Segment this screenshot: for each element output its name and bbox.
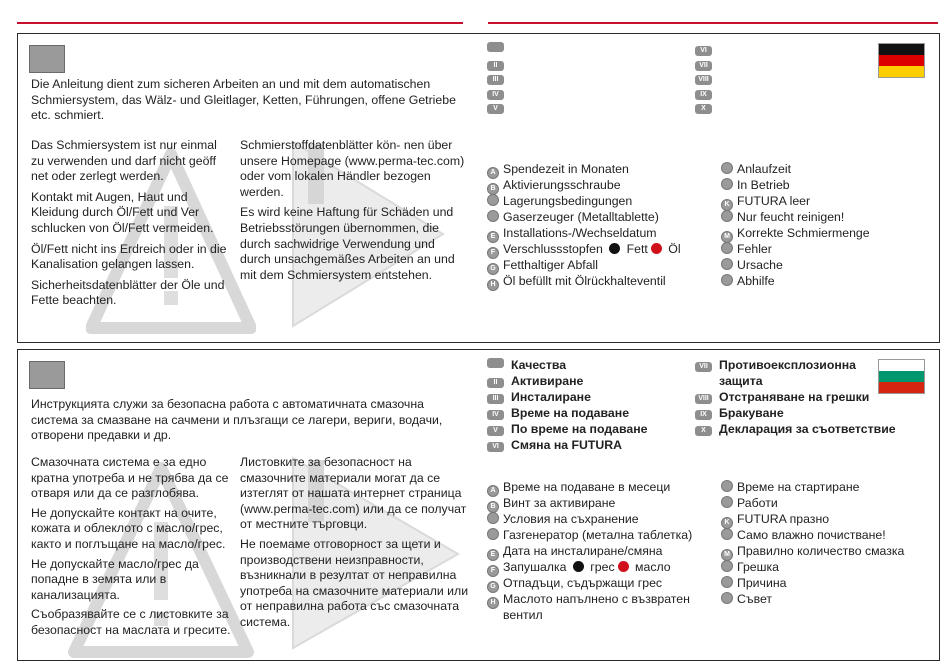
legend-m-icon: M [721, 549, 733, 561]
header-rule-left [17, 22, 463, 24]
oil-red-dot-icon [651, 243, 662, 254]
oil-red-dot-icon [618, 561, 629, 572]
heading-list-left: Качества II Активиране III Инсталиране IV Време на подаване V По време на подаване VI Смяна на FUTURA [487, 358, 647, 454]
roman-numeral-icon-ii: II [487, 378, 504, 388]
roman-numeral-icon-viii: VIII [695, 75, 712, 85]
safety-col-2: Листовките за безопасност на смазочните материали могат да се изтеглят от нашата интернет страница (www.perma-tec.com) или да се получат от местните търговци. Не поемаме отговорност за щети и производствени неизправности, възникнали в резултат от неправилна употреба на смазочните материали или от неправилна работа със смазочната система. [240, 455, 469, 629]
legend-item: Газгенератор (метална таблетка) [487, 528, 692, 544]
legend-item: B Aktivierungsschraube [487, 178, 681, 194]
legend-o-icon [721, 576, 733, 588]
roman-numeral-icon-iii: III [487, 75, 504, 85]
section-icon-box [29, 361, 65, 389]
legend-c-icon [487, 512, 499, 524]
legend-l-icon [721, 210, 733, 222]
legend-i-icon [721, 162, 733, 174]
legend-right [721, 480, 904, 608]
legend-item: H Öl befüllt mit Ölrückhalteventil [487, 274, 681, 290]
intro-text: Инструкцията служи за безопасна работа с автоматичната смазочна система за смазване на сачмени и плъзгащи се лагери, вериги, водачи, отворени предавки и др. [31, 397, 443, 443]
legend-item: In Betrieb [721, 178, 870, 194]
legend-item: Fehler [721, 242, 870, 258]
legend-h-icon: H [487, 279, 499, 291]
legend-item: Причина [721, 576, 904, 592]
legend-item: Работи [721, 496, 904, 512]
legend-item: Abhilfe [721, 274, 870, 290]
roman-numeral-icon-vi: VI [695, 46, 712, 56]
legend-item: E Дата на инсталиране/смяна [487, 544, 692, 560]
legend-j-icon [721, 178, 733, 190]
legend-o-icon [721, 258, 733, 270]
roman-numeral-icon-iv: IV [487, 90, 504, 100]
legend-g-icon: G [487, 581, 499, 593]
intro-text: Die Anleitung dient zum sicheren Arbeiten an und mit dem automatischen Schmiersystem, das Wälz- und Gleitlager, Ketten, Führungen, offene Getriebe etc. schmiert. [31, 77, 456, 123]
legend-item: A Spendezeit in Monaten [487, 162, 681, 178]
german-flag [878, 43, 925, 78]
legend-g-icon: G [487, 263, 499, 275]
section-icon-box [29, 45, 65, 73]
legend-left [487, 162, 681, 290]
legend-item: B Винт за активиране [487, 496, 692, 512]
legend-item: Грешка [721, 560, 904, 576]
legend-item: K FUTURA leer [721, 194, 870, 210]
roman-numeral-icon-iii: III [487, 394, 504, 404]
legend-item: A Време на подаване в месеци [487, 480, 692, 496]
legend-n-icon [721, 560, 733, 572]
legend-a-icon: A [487, 485, 499, 497]
grease-black-dot-icon [573, 561, 584, 572]
legend-h-icon: H [487, 597, 499, 609]
legend-item: G Fetthaltiger Abfall [487, 258, 681, 274]
roman-numeral-icon-vi: VI [487, 442, 504, 452]
legend-item: Време на стартиране [721, 480, 904, 496]
legend-i-icon [721, 480, 733, 492]
roman-numeral-icon-x: X [695, 104, 712, 114]
header-rule-right [488, 22, 938, 24]
legend-d-icon [487, 528, 499, 540]
legend-a-icon: A [487, 167, 499, 179]
roman-numeral-icon-vii: VII [695, 362, 712, 372]
german-section [17, 33, 940, 343]
legend-d-icon [487, 210, 499, 222]
heading-list-right: VII Противоексплозионна защита VIII Отстраняване на грешки IX Бракуване X Декларация за съответствие [695, 358, 896, 438]
legend-item: M Korrekte Schmiermenge [721, 226, 870, 242]
bulgarian-flag [878, 359, 925, 394]
legend-b-icon: B [487, 183, 499, 195]
roman-numeral-icon-v: V [487, 104, 504, 114]
legend-item: F Запушалка грес масло [487, 560, 692, 576]
legend-item: Само влажно почистване! [721, 528, 904, 544]
bulgarian-section [17, 349, 940, 661]
roman-numeral-icon-ii: II [487, 61, 504, 71]
legend-item: E Installations-/Wechseldatum [487, 226, 681, 242]
roman-numeral-icon-ix: IX [695, 410, 712, 420]
legend-b-icon: B [487, 501, 499, 513]
legend-l-icon [721, 528, 733, 540]
legend-m-icon: M [721, 231, 733, 243]
legend-item: Съвет [721, 592, 904, 608]
legend-f-icon: F [487, 247, 499, 259]
safety-col-2: Schmierstoffdatenblätter kön- nen über unsere Homepage (www.perma-tec.com) oder vom lokalen Händler bezogen werden. Es wird keine Haftung für Schäden und Betriebsstörungen übernommen, die durch sachwidrige Verwendung und durch unsachgemäßes Arbeiten an und mit dem Schmiersystem entstehen. [240, 138, 465, 282]
legend-item: вентил [503, 608, 543, 622]
numeral-list-right [695, 42, 712, 115]
legend-c-icon [487, 194, 499, 206]
legend-left [487, 480, 692, 624]
roman-numeral-icon-viii: VIII [695, 394, 712, 404]
legend-e-icon: E [487, 549, 499, 561]
legend-k-icon: K [721, 199, 733, 211]
legend-item: F Verschlussstopfen Fett Öl [487, 242, 681, 258]
legend-right [721, 162, 870, 290]
legend-p-icon [721, 274, 733, 286]
roman-numeral-icon-ix: IX [695, 90, 712, 100]
legend-item: Anlaufzeit [721, 162, 870, 178]
legend-item: G Отпадъци, съдържащи грес [487, 576, 692, 592]
safety-col-1: Смазочната система е за едно кратна употреба и не трябва да се отваря или да се разглобява. Не допускайте контакт на очите, кожата и облеклото с масло/грес, както и поглъщане на масло/грес. Не допускайте масло/грес да попадне в земята или в канализацията. Съобразявайте се с листовките за безопасност на маслата и гресите. [31, 455, 231, 637]
numeral-list-left [487, 42, 504, 115]
legend-item: K FUTURA празно [721, 512, 904, 528]
roman-numeral-icon-iv: IV [487, 410, 504, 420]
legend-item: Условия на съхранение [487, 512, 692, 528]
roman-numeral-icon-x: X [695, 426, 712, 436]
grease-black-dot-icon [609, 243, 620, 254]
legend-item: Ursache [721, 258, 870, 274]
legend-p-icon [721, 592, 733, 604]
legend-item: Nur feucht reinigen! [721, 210, 870, 226]
legend-j-icon [721, 496, 733, 508]
legend-item: H Маслото напълнено с възвратен [487, 592, 692, 608]
legend-k-icon: K [721, 517, 733, 529]
legend-item: M Правилно количество смазка [721, 544, 904, 560]
roman-numeral-icon-i [487, 358, 504, 368]
roman-numeral-icon-v: V [487, 426, 504, 436]
legend-e-icon: E [487, 231, 499, 243]
legend-item: Lagerungsbedingungen [487, 194, 681, 210]
legend-item: Gaserzeuger (Metalltablette) [487, 210, 681, 226]
safety-col-1: Das Schmiersystem ist nur einmal zu verwenden und darf nicht geöff net oder zerlegt werden. Kontakt mit Augen, Haut und Kleidung durch Öl/Fett und Ver schlucken von Öl/Fett vermeiden. Öl/Fett nicht ins Erdreich oder in die Kanalisation gelangen lassen. Sicherheitsdatenblätter der Öle und Fette beachten. [31, 138, 227, 308]
legend-f-icon: F [487, 565, 499, 577]
legend-n-icon [721, 242, 733, 254]
roman-numeral-icon-i [487, 42, 504, 52]
roman-numeral-icon-vii: VII [695, 61, 712, 71]
